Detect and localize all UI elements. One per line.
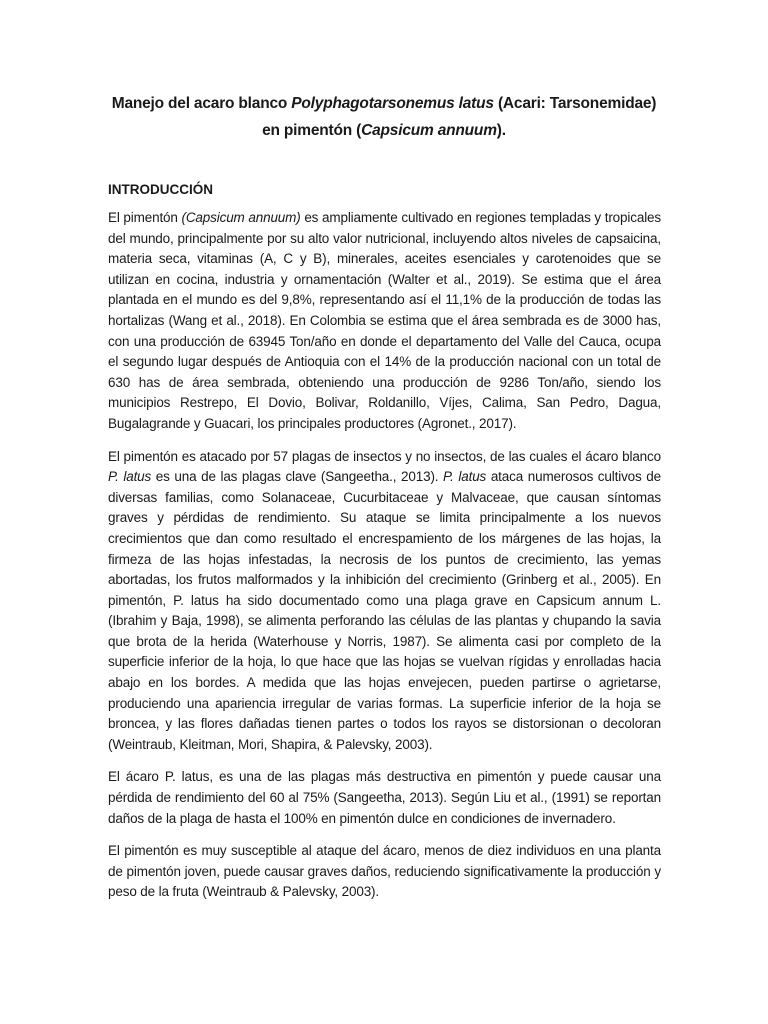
species-name: (Capsicum annuum) <box>181 210 301 225</box>
title-text: en pimentón ( <box>262 122 362 139</box>
paragraph-text: ataca numerosos cultivos de diversas familias, como Solanaceae, Cucurbitaceae y Malvaceae, que causan síntomas graves y pérdidas de rendimiento. Su ataque se limita principalmente a los nuevos crecimientos que dan como resultado el encrespamiento de los márgenes de las hojas, la firmeza de las hojas infestadas, la necrosis de los puntos de crecimiento, las yemas abortadas, los frutos malformados y la inhibición del crecimiento (Grinberg et al., 2005). En pimentón, P. latus ha sido documentado como una plaga grave en Capsicum annum L. (Ibrahim y Baja, 1998), se alimenta perforando las células de las plantas y chupando la savia que brota de la herida (Waterhouse y Norris, 1987). Se alimenta casi por completo de la superficie inferior de la hoja, lo que hace que las hojas se vuelvan rígidas y enrolladas hacia abajo en los bordes. A medida que las hojas envejecen, pueden partirse o agrietarse, produciendo una apariencia irregular de varias formas. La superficie inferior de la hoja se broncea, y las flores dañadas tienen partes o todos los rayos se distorsionan o decoloran (Weintraub, Kleitman, Mori, Shapira, & Palevsky, 2003). <box>108 469 661 752</box>
title-text: (Acari: Tarsonemidae) <box>493 95 657 112</box>
paragraph-text: El pimentón <box>108 210 182 225</box>
document-body <box>108 208 661 915</box>
title-line-1 <box>80 90 688 117</box>
document-title <box>80 90 688 144</box>
title-text: Manejo del acaro blanco <box>111 95 292 112</box>
species-name: P. latus <box>108 469 152 485</box>
paragraph-text: es ampliamente cultivado en regiones templadas y tropicales del mundo, principalmente por su alto valor nutricional, incluyendo altos niveles de capsaicina, materia seca, vitaminas (A, C y B), minerales, aceites esenciales y carotenoides que se utilizan en cocina, industria y ornamentación (Walter et al., 2019). Se estima que el área plantada en el mundo es del 9,8%, representando así el 11,1% de la producción de todas las hortalizas (Wang et al., 2018). En Colombia se estima que el área sembrada es de 3000 has, con una producción de 63945 Ton/año en donde el departamento del Valle del Cauca, ocupa el segundo lugar después de Antioquia con el 14% de la producción nacional con un total de 630 has de área sembrada, obteniendo una producción de 9286 Ton/año, siendo los municipios Restrepo, El Dovio, Bolivar, Roldanillo, Víjes, Calima, San Pedro, Dagua, Bugalagrande y Guacari, los principales productores (Agronet., 2017). <box>108 210 662 431</box>
paragraph-3: El ácaro P. latus, es una de las plagas más destructiva en pimentón y puede causar una pérdida de rendimiento del 60 al 75% (Sangeetha, 2013). Según Liu et al., (1991) se reportan daños de la plaga de hasta el 100% en pimentón dulce en condiciones de invernadero. <box>108 769 661 826</box>
species-name: Polyphagotarsonemus latus <box>291 95 494 112</box>
species-name: P. latus <box>443 469 487 485</box>
paragraph-text: El pimentón es atacado por 57 plagas de insectos y no insectos, de las cuales el ácaro blanco <box>108 448 661 464</box>
title-text: ). <box>496 122 506 139</box>
paragraph-4: El pimentón es muy susceptible al ataque del ácaro, menos de diez individuos en una planta de pimentón joven, puede causar graves daños, reduciendo significativamente la producción y peso de la fruta (Weintraub & Palevsky, 2003). <box>108 843 661 900</box>
paragraph-1 <box>108 208 661 435</box>
paragraph-text: es una de las plagas clave (Sangeetha., 2013). <box>151 469 444 485</box>
paragraph-2 <box>108 447 661 756</box>
title-line-2 <box>80 117 688 144</box>
section-heading: INTRODUCCIÓN <box>108 182 213 197</box>
species-name: Capsicum annuum <box>361 122 497 139</box>
